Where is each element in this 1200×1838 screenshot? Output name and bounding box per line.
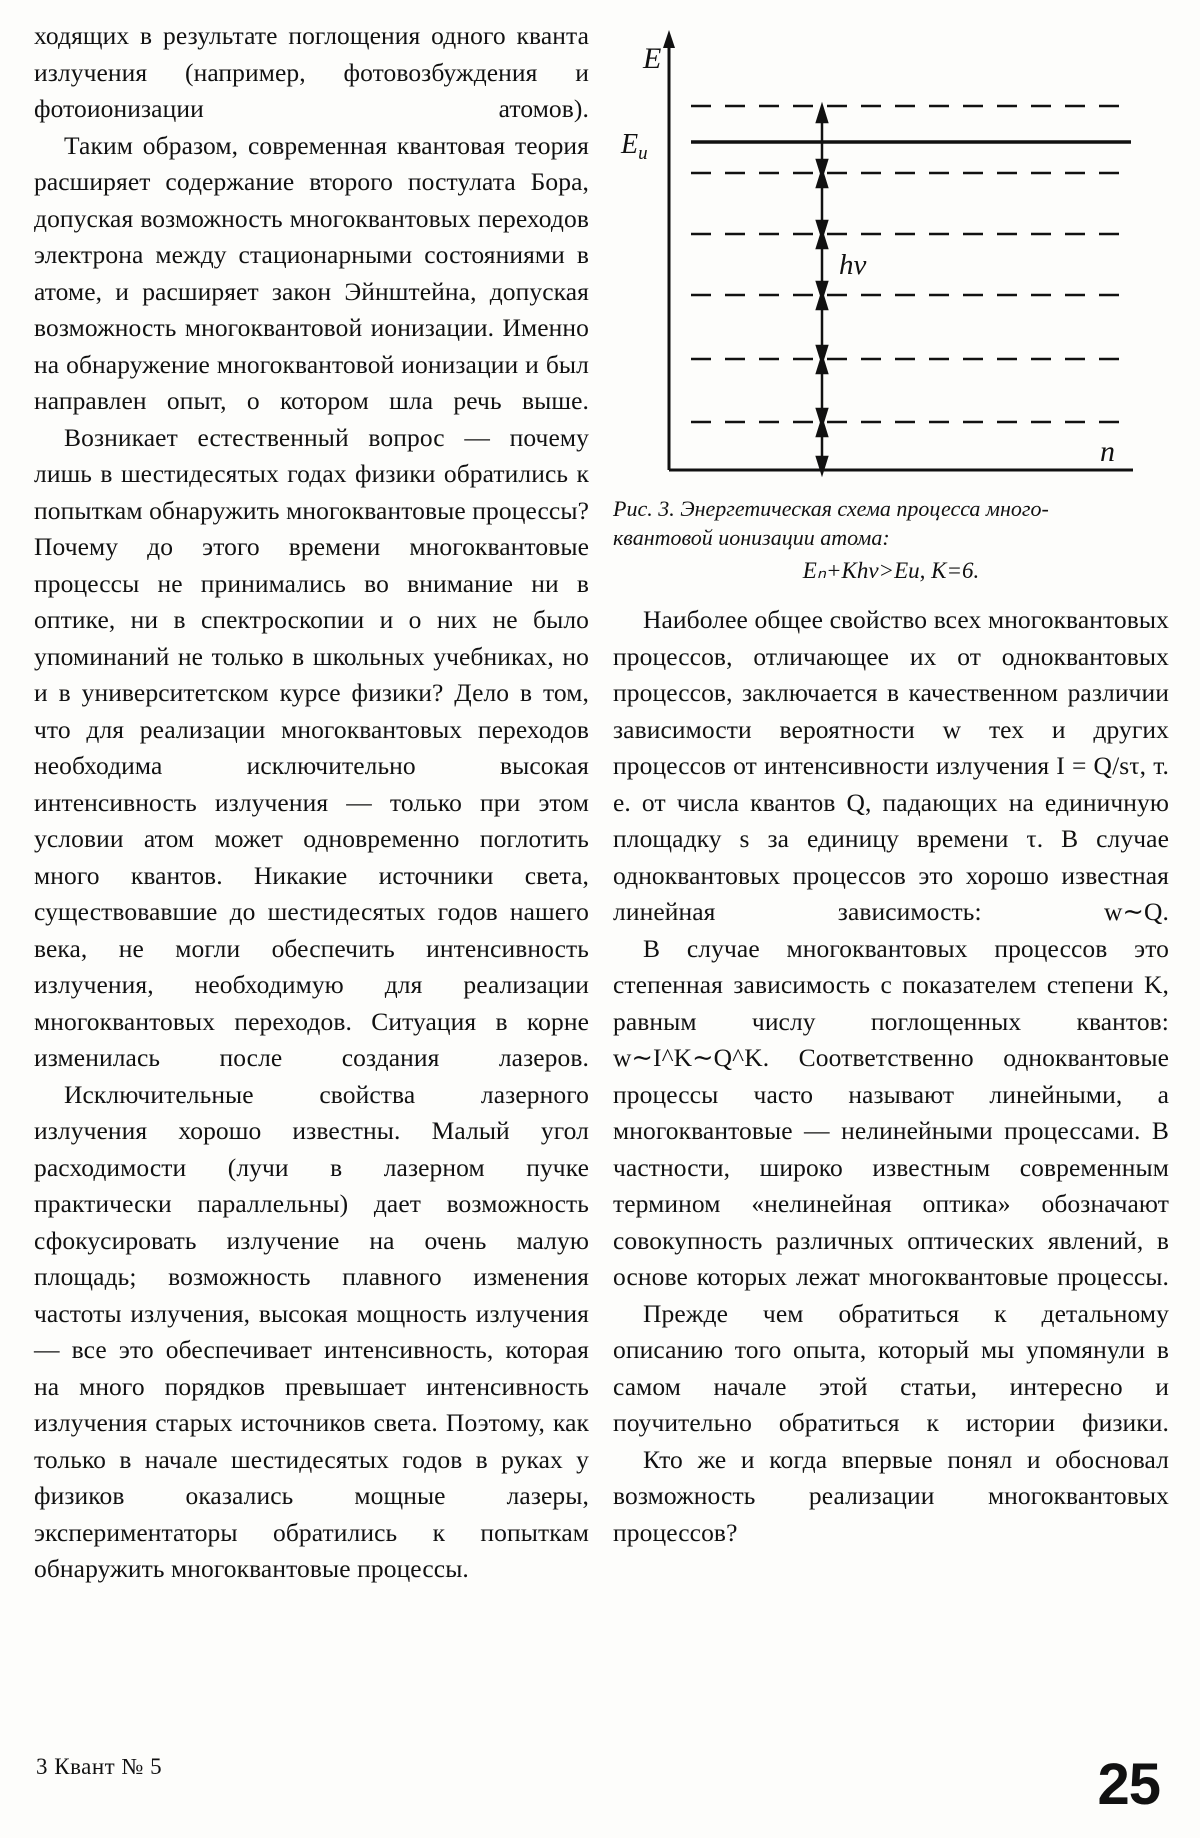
paragraph: Наиболее общее свойство всех многоквантовых процессов, отличающее их от одноквантовых процессов, заключается в качественном различии зависимости вероятности w тех и других процессов от интенсивности излучения I = Q/sτ, т. е. от числа квантов Q, падающих на единичную площадку s за единицу времени τ. В случае одноквантовых процессов это хорошо известная линейная зависимость: w∼Q. bbox=[613, 605, 1169, 926]
paragraph: ходящих в результате поглощения одного кванта излучения (например, фотовозбуждения и фотоионизации атомов). bbox=[34, 21, 589, 123]
figure-caption-line2: квантовой ионизации атома: bbox=[613, 525, 890, 550]
paragraph: Исключительные свойства лазерного излучения хорошо известны. Малый угол расходимости (лучи в лазерном пучке практически параллельны) дает возможность сфокусировать излучение на очень малую площадь; возможность плавного изменения частоты излучения, высокая мощность излучения — все это обеспечивает интенсивность, которая на много порядков превышает интенсивность излучения старых источников света. Поэтому, как только в начале шестидесятых годов в руках у физиков оказались мощные лазеры, экспериментаторы обратились к попыткам обнаружить многоквантовые процессы. bbox=[34, 1079, 589, 1583]
photon-energy-label: hν bbox=[839, 249, 867, 281]
axis-y-label: E bbox=[643, 42, 662, 75]
energy-level-diagram-svg bbox=[613, 18, 1169, 488]
paragraph: Кто же и когда впервые понял и обосновал возможность реализации многоквантовых процессов? bbox=[613, 1444, 1169, 1547]
figure-caption-line1: Рис. 3. Энергетическая схема процесса много- bbox=[613, 496, 1049, 521]
figure-formula bbox=[613, 558, 1169, 584]
paragraph: В случае многоквантовых процессов это степенная зависимость с показателем степени K, равным числу поглощенных квантов: w∼I^K∼Q^K. Соответственно одноквантовые процессы часто называют линейными, а многоквантовые — нелинейными процессами. В частности, широко известным современным термином «нелинейная оптика» обозначают совокупность различных оптических явлений, в основе которых лежат многоквантовые процессы. bbox=[613, 933, 1169, 1291]
footer-note: 3 Квант № 5 bbox=[36, 1754, 163, 1779]
figure-energy-diagram bbox=[613, 18, 1169, 488]
two-column-body bbox=[34, 18, 1169, 1698]
page-number: 25 bbox=[1097, 1752, 1160, 1817]
paragraph: Прежде чем обратиться к детальному описанию того опыта, который мы упомянули в самом начале этой статьи, интересно и поучительно обратиться к истории физики. bbox=[613, 1298, 1169, 1437]
paragraph: Таким образом, современная квантовая теория расширяет содержание второго постулата Бора, допуская возможность многоквантовых переходов электрона между стационарными состояниями в атоме, и расширяет закон Эйнштейна, допуская возможность многоквантовой ионизации. Именно на обнаружение многоквантовой ионизации и был направлен опыт, о котором шла речь выше. bbox=[34, 130, 589, 415]
figure-formula-text: Eₙ+Khν>Eи, K=6. bbox=[802, 558, 980, 583]
left-column bbox=[34, 18, 589, 1698]
axis-x-label: n bbox=[1100, 435, 1115, 468]
paragraph: Возникает естественный вопрос — почему лишь в шестидесятых годах физики обратились к попыткам обнаружить многоквантовые процессы? Почему до этого времени многоквантовые процессы не принимались во внимание ни в оптике, ни в спектроскопии и о них не было упоминаний не только в школьных учебниках, но и в университетском курсе физики? Дело в том, что для реализации многоквантовых переходов необходима исключительно высокая интенсивность излучения — только при этом условии атом может одновременно поглотить много квантов. Никакие источники света, существовавшие до шестидесятых годов нашего века, не могли обеспечить интенсивность излучения, необходимую для реализации многоквантовых переходов. Ситуация в корне изменилась после создания лазеров. bbox=[34, 422, 589, 1072]
right-column bbox=[613, 18, 1169, 1698]
figure-caption bbox=[613, 494, 1169, 552]
ionisation-level-label: $E_и$ bbox=[621, 129, 648, 164]
